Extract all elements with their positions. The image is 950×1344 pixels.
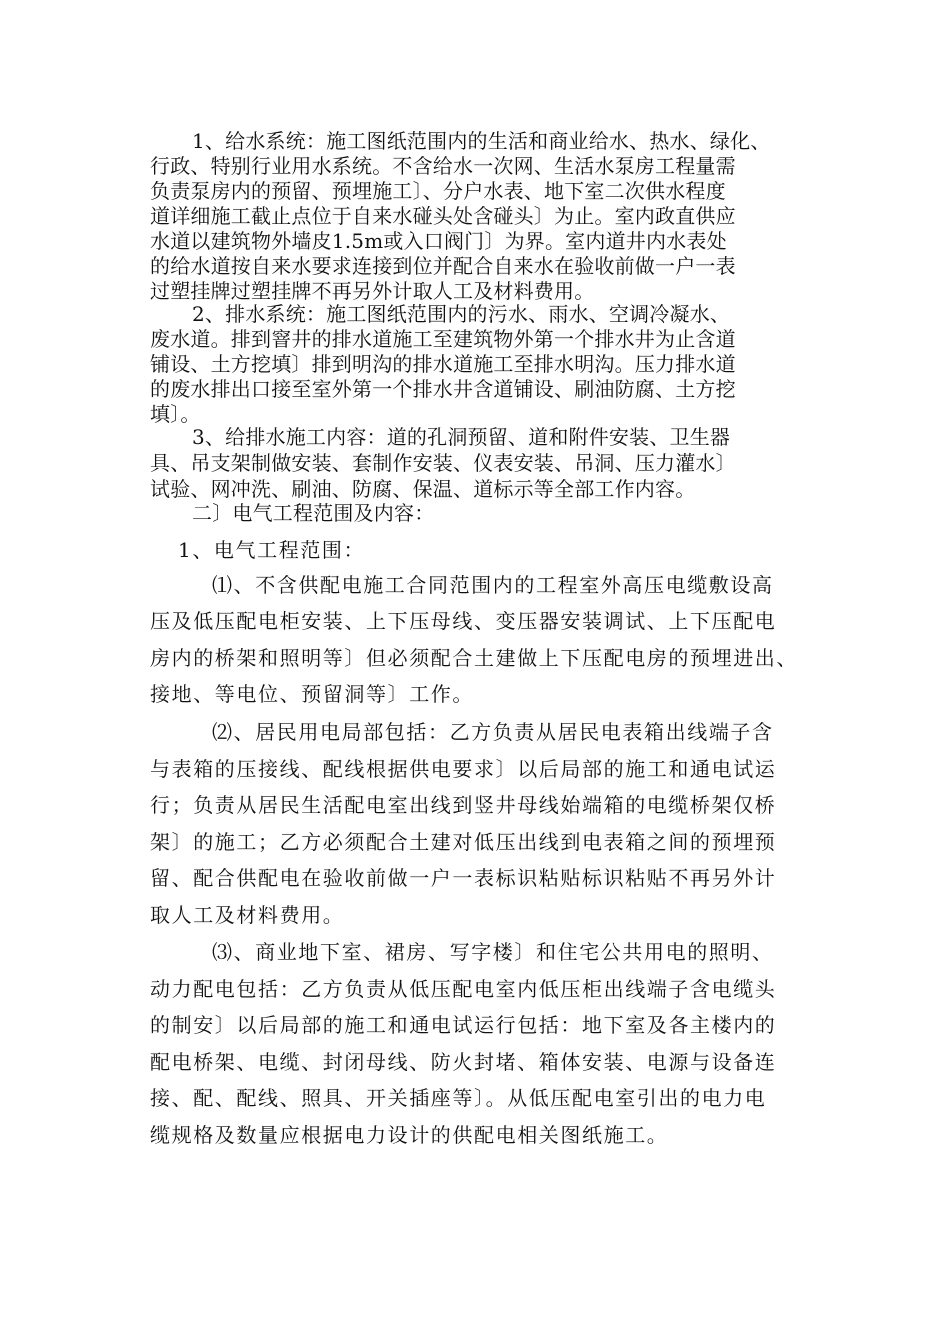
text-line: 接、配、配线、照具、开关插座等〕。从低压配电室引出的电力电 [150,1086,767,1110]
text-line: 试验、网冲洗、刷油、防腐、保温、道标示等全部工作内容。 [150,477,696,501]
text-line: 的制安〕以后局部的施工和通电试运行包括：地下室及各主楼内的 [150,1013,777,1037]
text-line: 负责泵房内的预留、预埋施工〕、分户水表、地下室二次供水程度 [150,179,726,203]
text-line: ⑴、不含供配电施工合同范围内的工程室外高压电缆敷设高 [212,573,774,597]
text-line: 留、配合供配电在验收前做一户一表标识粘贴标识粘贴不再另外计 [150,866,777,890]
text-line: 具、吊支架制做安装、套制作安装、仪表安装、吊洞、压力灌水〕 [150,451,736,475]
text-line: 道详细施工截止点位于自来水碰头处含碰头〕为止。室内政直供应 [150,204,736,228]
text-line: 2、排水系统：施工图纸范围内的污水、雨水、空调冷凝水、 [192,302,731,326]
text-line: 压及低压配电柜安装、上下压母线、变压器安装调试、上下压配电 [150,609,777,633]
section-heading: 二〕电气工程范围及内容： [192,501,435,525]
text-line: 配电桥架、电缆、封闭母线、防火封堵、箱体安装、电源与设备连 [150,1050,777,1074]
text-line: 的废水排出口接至室外第一个排水井含道铺设、刷油防腐、土方挖 [150,377,736,401]
text-line: 行；负责从居民生活配电室出线到竖井母线始端箱的电缆桥架仅桥 [150,793,777,817]
text-line: 与表箱的压接线、配线根据供电要求〕以后局部的施工和通电试运 [150,757,777,781]
text-line: 行政、特别行业用水系统。不含给水一次网、生活水泵房工程量需 [150,154,736,178]
text-line: 房内的桥架和照明等〕但必须配合土建做上下压配电房的预埋进出、 [150,646,798,670]
text-line: 取人工及材料费用。 [150,903,345,927]
text-line: ⑵、居民用电局部包括：乙方负责从居民电表箱出线端子含 [212,720,774,744]
text-line: 废水道。排到窨井的排水道施工至建筑物外第一个排水井为止含道 [150,327,736,351]
text-line: 3、给排水施工内容：道的孔洞预留、道和附件安装、卫生器 [192,425,731,449]
text-line: 填〕。 [150,402,201,426]
text-line: 动力配电包括：乙方负责从低压配电室内低压柜出线端子含电缆头 [150,977,777,1001]
text-line: 架〕的施工；乙方必须配合土建对低压出线到电表箱之间的预埋预 [150,830,777,854]
subsection-heading: 1、电气工程范围： [178,538,366,562]
text-line: 水道以建筑物外墙皮1.5m或入口阀门〕为界。室内道井内水表处 [150,229,727,253]
text-line: 铺设、土方挖填〕排到明沟的排水道施工至排水明沟。压力排水道 [150,352,736,376]
text-line: 接地、等电位、预留洞等〕工作。 [150,682,474,706]
text-line: ⑶、商业地下室、裙房、写字楼〕和住宅公共用电的照明、 [212,940,774,964]
text-line: 的给水道按自来水要求连接到位并配合自来水在验收前做一户一表 [150,254,736,278]
text-line: 过塑挂牌过塑挂牌不再另外计取人工及材料费用。 [150,279,595,303]
text-line: 缆规格及数量应根据电力设计的供配电相关图纸施工。 [150,1123,669,1147]
text-line: 1、给水系统：施工图纸范围内的生活和商业给水、热水、绿化、 [192,129,771,153]
